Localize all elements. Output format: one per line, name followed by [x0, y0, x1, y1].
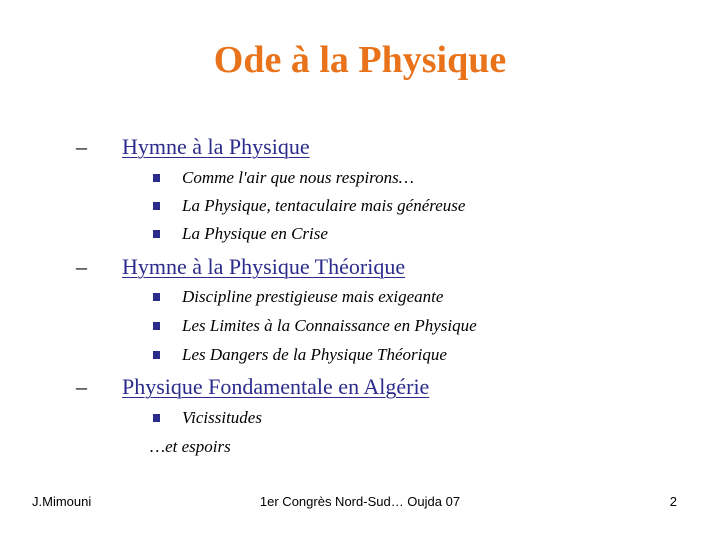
list-item-text: La Physique, tentaculaire mais généreuse [182, 196, 466, 215]
list-item [0, 194, 720, 220]
list-item-text: La Physique en Crise [182, 224, 328, 243]
square-bullet-icon [153, 230, 160, 238]
section-heading[interactable]: Physique Fondamentale en Algérie [122, 374, 430, 399]
square-bullet-icon [153, 322, 160, 330]
section-physique-algerie [0, 373, 720, 403]
footer-author: J.Mimouni [32, 494, 92, 509]
footer-event: 1er Congrès Nord-Sud… Oujda 07 [259, 494, 461, 509]
list-item [0, 285, 720, 311]
dash-marker: – [76, 254, 87, 279]
list-item [0, 406, 720, 432]
list-item [0, 222, 720, 248]
list-item [0, 314, 720, 340]
list-item-text: Les Dangers de la Physique Théorique [182, 345, 447, 364]
list-item [0, 343, 720, 369]
square-bullet-icon [153, 414, 160, 422]
slide-title: Ode à la Physique [213, 39, 507, 81]
square-bullet-icon [153, 293, 160, 301]
dash-marker: – [76, 134, 87, 159]
dash-marker: – [76, 374, 87, 399]
list-item-text: Comme l'air que nous respirons… [182, 168, 414, 187]
list-item-text: Les Limites à la Connaissance en Physique [182, 316, 477, 335]
section-hymne-physique [0, 133, 720, 163]
continuation-text: …et espoirs [150, 437, 231, 456]
list-item-text: Discipline prestigieuse mais exigeante [182, 287, 444, 306]
list-item [0, 166, 720, 192]
section-heading[interactable]: Hymne à la Physique [122, 134, 310, 159]
square-bullet-icon [153, 351, 160, 359]
list-item-text: Vicissitudes [182, 408, 262, 427]
footer-page-number: 2 [669, 494, 677, 509]
section-heading[interactable]: Hymne à la Physique Théorique [122, 254, 406, 279]
section-hymne-physique-theorique [0, 253, 720, 283]
square-bullet-icon [153, 174, 160, 182]
square-bullet-icon [153, 202, 160, 210]
